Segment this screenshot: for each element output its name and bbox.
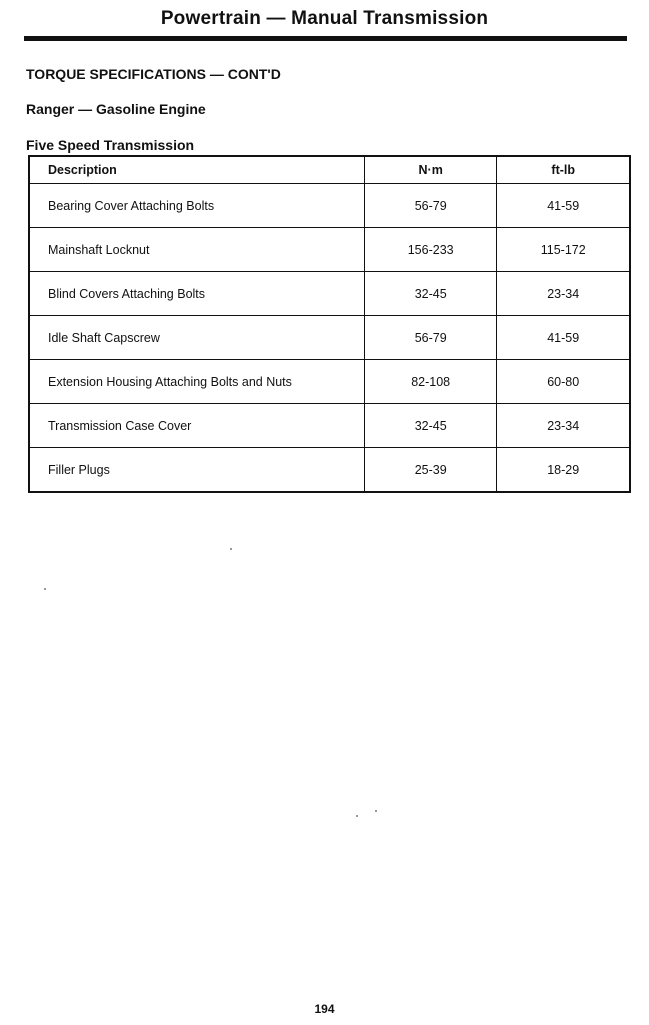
table-row [29,272,630,316]
column-header-description: Description [29,156,364,184]
cell-description: Blind Covers Attaching Bolts [29,272,364,316]
cell-nm: 32-45 [364,404,497,448]
table-row [29,316,630,360]
cell-ftlb: 115-172 [497,228,630,272]
cell-ftlb: 60-80 [497,360,630,404]
cell-ftlb: 23-34 [497,404,630,448]
cell-nm: 156-233 [364,228,497,272]
scan-speck [356,815,358,817]
column-header-ftlb: ft-lb [497,156,630,184]
cell-nm: 82-108 [364,360,497,404]
section-heading-torque: TORQUE SPECIFICATIONS — CONT'D [26,66,281,82]
table-row [29,184,630,228]
section-heading-transmission: Five Speed Transmission [26,137,195,153]
cell-nm: 32-45 [364,272,497,316]
cell-description: Idle Shaft Capscrew [29,316,364,360]
torque-spec-table [28,155,631,493]
cell-ftlb: 18-29 [497,448,630,493]
cell-nm: 56-79 [364,184,497,228]
cell-description: Mainshaft Locknut [29,228,364,272]
cell-ftlb: 41-59 [497,184,630,228]
column-header-nm: N·m [364,156,497,184]
cell-description: Filler Plugs [29,448,364,493]
cell-description: Transmission Case Cover [29,404,364,448]
table-row [29,404,630,448]
cell-nm: 25-39 [364,448,497,493]
scan-speck [375,810,377,812]
section-heading-vehicle: Ranger — Gasoline Engine [26,101,206,117]
cell-description: Bearing Cover Attaching Bolts [29,184,364,228]
header-rule [24,36,627,41]
page-title: Powertrain — Manual Transmission [160,8,489,29]
scan-speck [44,588,46,590]
page-number: 194 [314,1002,335,1016]
table-row [29,360,630,404]
scan-speck [230,548,232,550]
cell-description: Extension Housing Attaching Bolts and Nuts [29,360,364,404]
cell-ftlb: 23-34 [497,272,630,316]
table-row [29,228,630,272]
table-row [29,448,630,493]
table-header-row [29,156,630,184]
cell-nm: 56-79 [364,316,497,360]
cell-ftlb: 41-59 [497,316,630,360]
